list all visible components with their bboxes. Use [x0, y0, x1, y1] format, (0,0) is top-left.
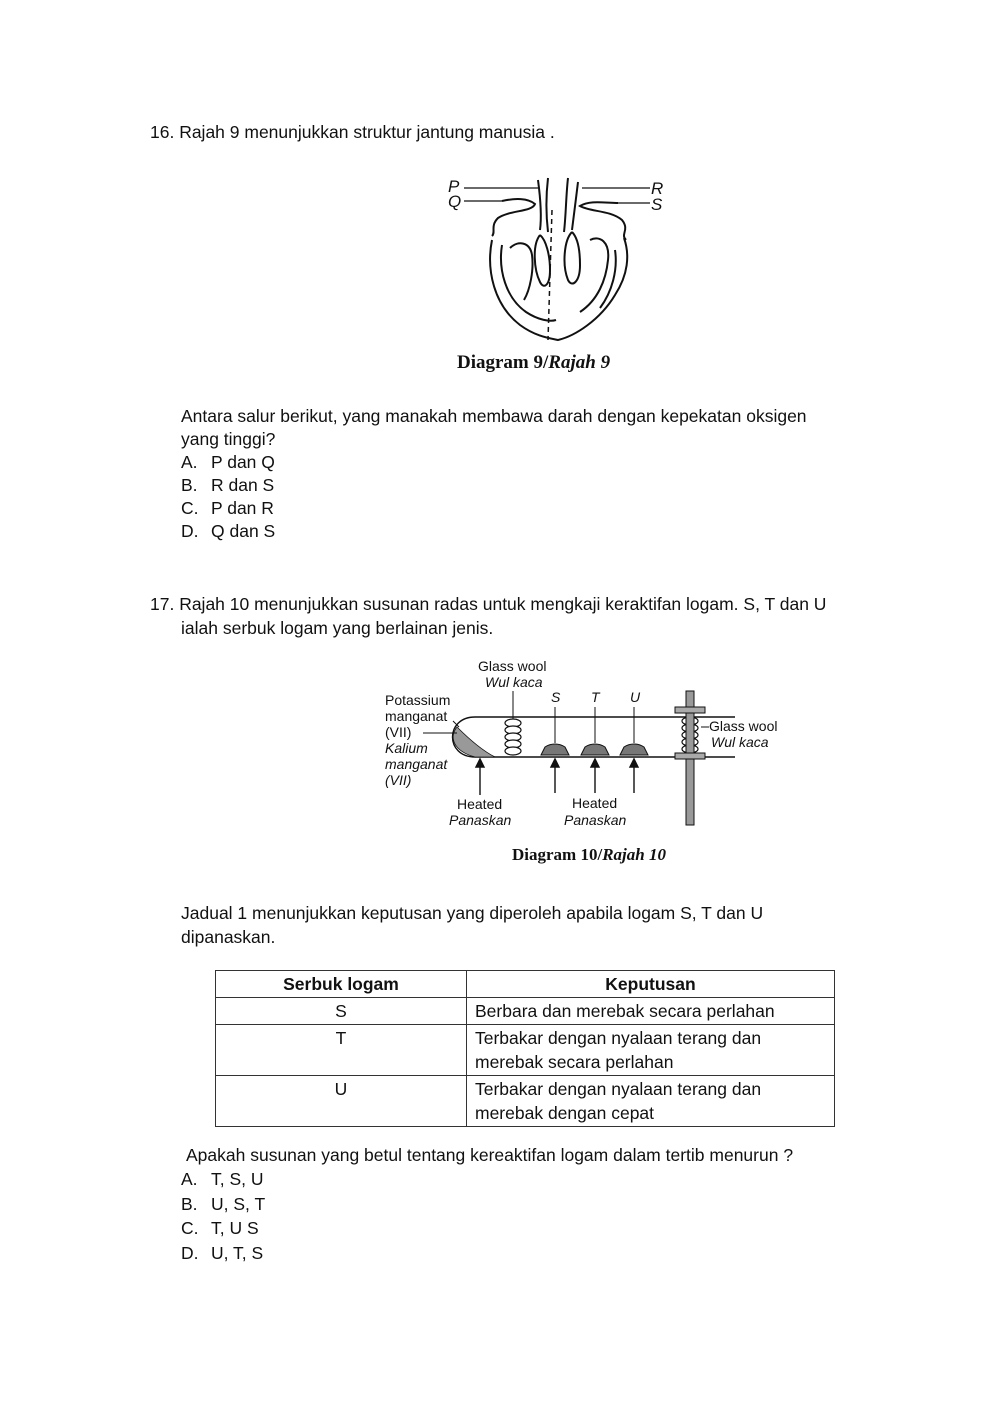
option-text: T, U S — [211, 1218, 259, 1238]
label-panaskan-1: Panaskan — [449, 812, 512, 828]
option-letter: B. — [181, 1194, 198, 1214]
label-wul-kaca-right: Wul kaca — [711, 734, 769, 750]
option-letter: A. — [181, 452, 198, 472]
label-panaskan-2: Panaskan — [564, 812, 627, 828]
caption-italic: Rajah 10 — [602, 845, 666, 864]
option-letter: A. — [181, 1169, 198, 1189]
option-text: T, S, U — [211, 1169, 264, 1189]
label-heated-1: Heated — [457, 796, 503, 812]
label-q: Q — [448, 192, 462, 211]
question-17-stem-1: 17. Rajah 10 menunjukkan susunan radas untuk mengkaji keraktifan logam. S, T dan U — [150, 594, 827, 614]
option-letter: D. — [181, 1243, 199, 1263]
label-heated-2: Heated — [572, 795, 618, 811]
cell-result — [467, 1076, 835, 1127]
option-text: P dan R — [211, 498, 274, 518]
question-17-stem-2: ialah serbuk logam yang berlainan jenis. — [181, 618, 494, 638]
caption-italic: Rajah 9 — [548, 352, 611, 373]
question-16-text-1: Antara salur berikut, yang manakah membawa darah dengan kepekatan oksigen — [181, 406, 807, 426]
heart-outline — [490, 178, 627, 340]
cell-result — [467, 998, 835, 1025]
table-header-row — [216, 971, 835, 998]
label-potassium-3: (VII) — [385, 724, 412, 740]
option-letter: D. — [181, 521, 199, 541]
clamp-top — [675, 707, 705, 713]
cell-metal: S — [216, 998, 467, 1025]
label-metal-u: U — [630, 689, 641, 705]
label-metal-t: T — [591, 689, 600, 705]
table-row — [216, 1076, 835, 1127]
option-letter: B. — [181, 475, 198, 495]
q16-option-c[interactable] — [181, 497, 274, 519]
option-text: U, T, S — [211, 1243, 264, 1263]
metal-powder-u — [620, 744, 648, 755]
label-r: R — [651, 179, 664, 198]
results-table — [215, 970, 835, 1127]
label-potassium-1: Potassium — [385, 692, 451, 708]
diagram-9-caption — [457, 352, 610, 374]
question-17-text: Apakah susunan yang betul tentang kereaktifan logam dalam tertib menurun ? — [186, 1145, 794, 1165]
apparatus-diagram — [375, 655, 805, 835]
cell-result — [467, 1025, 835, 1076]
cell-metal: T — [216, 1025, 467, 1076]
q17-option-a[interactable] — [181, 1168, 264, 1190]
result-line-2: merebak secara perlahan — [475, 1052, 674, 1072]
label-p: P — [448, 177, 460, 196]
result-line-1: Berbara dan merebak secara perlahan — [475, 1001, 775, 1021]
option-text: P dan Q — [211, 452, 275, 472]
q16-option-b[interactable] — [181, 474, 274, 496]
option-text: R dan S — [211, 475, 275, 495]
q17-option-d[interactable] — [181, 1242, 263, 1264]
option-letter: C. — [181, 498, 199, 518]
q17-option-c[interactable] — [181, 1217, 259, 1239]
label-kalium-1: Kalium — [385, 740, 428, 756]
table-row — [216, 998, 835, 1025]
metal-powder-t — [581, 744, 609, 755]
label-potassium-2: manganat — [385, 708, 448, 724]
question-16-text-2: yang tinggi? — [181, 429, 276, 449]
heat-arrows — [476, 759, 638, 795]
table-intro-2: dipanaskan. — [181, 927, 276, 947]
q16-option-d[interactable] — [181, 520, 275, 542]
option-text: Q dan S — [211, 521, 276, 541]
label-glass-wool-right: Glass wool — [709, 718, 778, 734]
label-metal-s: S — [551, 689, 561, 705]
table-row — [216, 1025, 835, 1076]
caption-main: Diagram 9/ — [457, 352, 549, 373]
label-wul-kaca-top: Wul kaca — [485, 674, 543, 690]
label-glass-wool-top: Glass wool — [478, 658, 547, 674]
q16-option-a[interactable] — [181, 451, 275, 473]
label-s: S — [651, 195, 663, 214]
glass-wool-left — [505, 719, 521, 755]
result-line-2: merebak dengan cepat — [475, 1103, 655, 1123]
option-letter: C. — [181, 1218, 199, 1238]
result-line-1: Terbakar dengan nyalaan terang dan — [475, 1079, 762, 1099]
clamp-bottom — [675, 753, 705, 759]
caption-main: Diagram 10/ — [512, 845, 603, 864]
header-result: Keputusan — [467, 971, 835, 998]
table-intro-1: Jadual 1 menunjukkan keputusan yang diperoleh apabila logam S, T dan U — [181, 903, 764, 923]
heart-diagram — [440, 170, 680, 350]
diagram-10-caption — [512, 845, 666, 865]
metal-powder-s — [541, 744, 569, 755]
option-text: U, S, T — [211, 1194, 266, 1214]
cell-metal: U — [216, 1076, 467, 1127]
header-metal: Serbuk logam — [216, 971, 467, 998]
q17-option-b[interactable] — [181, 1193, 265, 1215]
label-kalium-2: manganat — [385, 756, 448, 772]
question-16-stem: 16. Rajah 9 menunjukkan struktur jantung manusia . — [150, 122, 555, 142]
result-line-1: Terbakar dengan nyalaan terang dan — [475, 1028, 762, 1048]
label-kalium-3: (VII) — [385, 772, 412, 788]
